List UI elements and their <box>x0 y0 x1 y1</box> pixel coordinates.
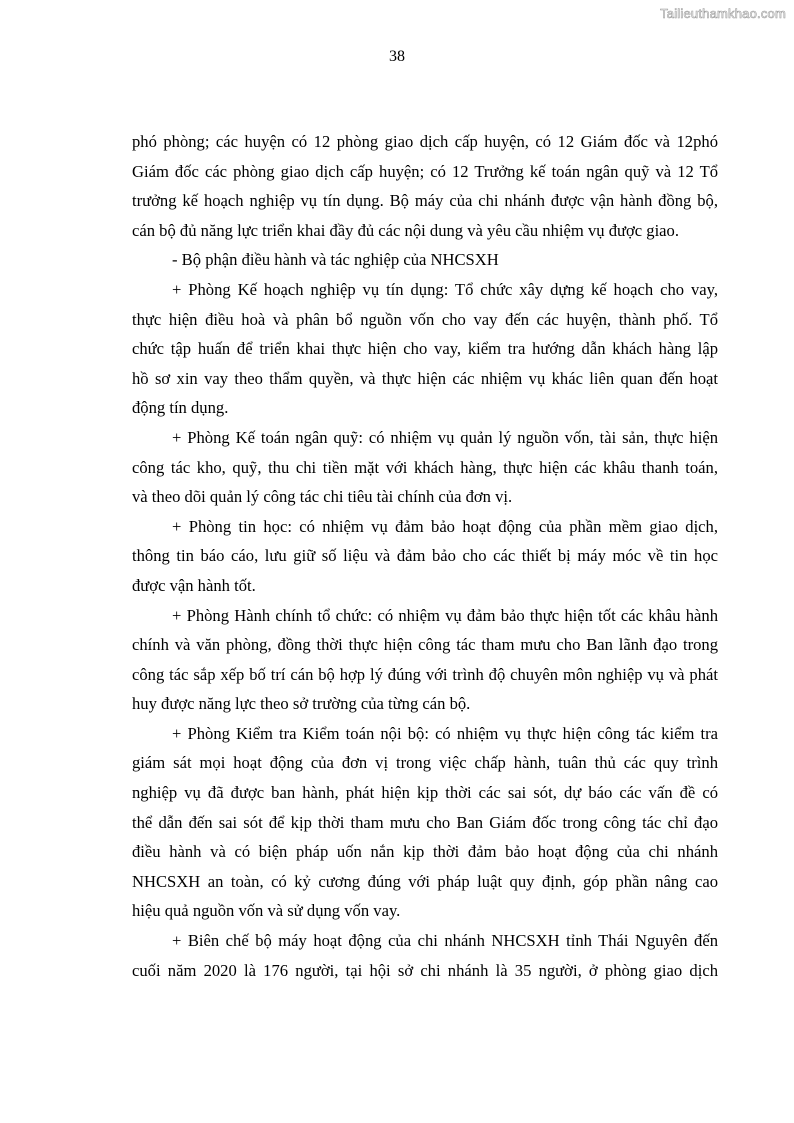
text-line: + Phòng Kế toán ngân quỹ: có nhiệm vụ quản lý nguồn vốn, tài sản, thực hiện <box>172 427 718 447</box>
text-line: NHCSXH an toàn, có kỷ cương đúng với pháp luật quy định, góp phần nâng cao <box>132 871 718 891</box>
text-line: chức tập huấn để triển khai thực hiện cho vay, kiểm tra hướng dẫn khách hàng lập <box>132 339 718 359</box>
text-line: thông tin báo cáo, lưu giữ số liệu và đảm bảo cho các thiết bị máy móc về tin học <box>132 546 718 566</box>
text-line: thể dẫn đến sai sót để kịp thời tham mưu cho Ban Giám đốc trong công tác chỉ đạo <box>132 812 718 832</box>
text-line: - Bộ phận điều hành và tác nghiệp của NHCSXH <box>172 250 499 270</box>
text-line: động tín dụng. <box>132 398 229 418</box>
text-line: hồ sơ xin vay theo thẩm quyền, và thực hiện các nhiệm vụ khác liên quan đến hoạt <box>132 368 718 388</box>
text-line: được vận hành tốt. <box>132 575 256 595</box>
text-line: thực hiện điều hoà và phân bổ nguồn vốn cho vay đến các huyện, thành phố. Tổ <box>132 309 718 329</box>
paragraph <box>132 719 718 926</box>
text-line: Giám đốc các phòng giao dịch cấp huyện; có 12 Trưởng kế toán ngân quỹ và 12 Tổ <box>132 161 718 181</box>
text-line: giám sát mọi hoạt động của đơn vị trong việc chấp hành, tuân thủ các quy trình <box>132 753 718 773</box>
text-line: cán bộ đủ năng lực triển khai đầy đủ các nội dung và yêu cầu nhiệm vụ được giao. <box>132 220 679 240</box>
text-line: cuối năm 2020 là 176 người, tại hội sở chi nhánh là 35 người, ở phòng giao dịch <box>132 960 718 980</box>
paragraph <box>132 127 718 245</box>
text-line: + Biên chế bộ máy hoạt động của chi nhánh NHCSXH tỉnh Thái Nguyên đến <box>172 931 718 951</box>
text-line: + Phòng tin học: có nhiệm vụ đảm bảo hoạt động của phần mềm giao dịch, <box>172 516 718 536</box>
paragraph <box>132 275 718 423</box>
text-line: + Phòng Kế hoạch nghiệp vụ tín dụng: Tổ chức xây dựng kế hoạch cho vay, <box>172 279 718 299</box>
text-line: phó phòng; các huyện có 12 phòng giao dịch cấp huyện, có 12 Giám đốc và 12phó <box>132 132 718 151</box>
page-number: 38 <box>389 48 405 65</box>
paragraph <box>132 926 718 985</box>
text-line: hiệu quả nguồn vốn và sử dụng vốn vay. <box>132 901 401 921</box>
text-line: và theo dõi quản lý công tác chi tiêu tài chính của đơn vị. <box>132 487 513 507</box>
paragraph <box>132 512 718 601</box>
text-line: công tác kho, quỹ, thu chi tiền mặt với khách hàng, thực hiện các khâu thanh toán, <box>132 457 718 477</box>
paragraph <box>132 423 718 512</box>
text-line: nghiệp vụ đã được ban hành, phát hiện kịp thời các sai sót, dự báo các vấn đề có <box>132 783 718 803</box>
text-line: chính và văn phòng, đồng thời thực hiện công tác tham mưu cho Ban lãnh đạo trong <box>132 635 718 655</box>
watermark: Tailieuthamkhao.com <box>660 6 786 21</box>
paragraph <box>132 601 718 719</box>
text-line: + Phòng Kiểm tra Kiểm toán nội bộ: có nhiệm vụ thực hiện công tác kiểm tra <box>172 723 718 743</box>
text-line: + Phòng Hành chính tổ chức: có nhiệm vụ đảm bảo thực hiện tốt các khâu hành <box>172 605 718 625</box>
text-line: điều hành và có biện pháp uốn nắn kịp thời đảm bảo hoạt động của chi nhánh <box>132 842 718 862</box>
paragraph <box>132 245 718 275</box>
text-line: công tác sắp xếp bố trí cán bộ hợp lý đúng với trình độ chuyên môn nghiệp vụ và phát <box>132 664 718 684</box>
text-line: trưởng kế hoạch nghiệp vụ tín dụng. Bộ máy của chi nhánh được vận hành đồng bộ, <box>132 191 718 211</box>
text-line: huy được năng lực theo sở trường của từng cán bộ. <box>132 694 471 714</box>
document-body <box>132 127 718 985</box>
